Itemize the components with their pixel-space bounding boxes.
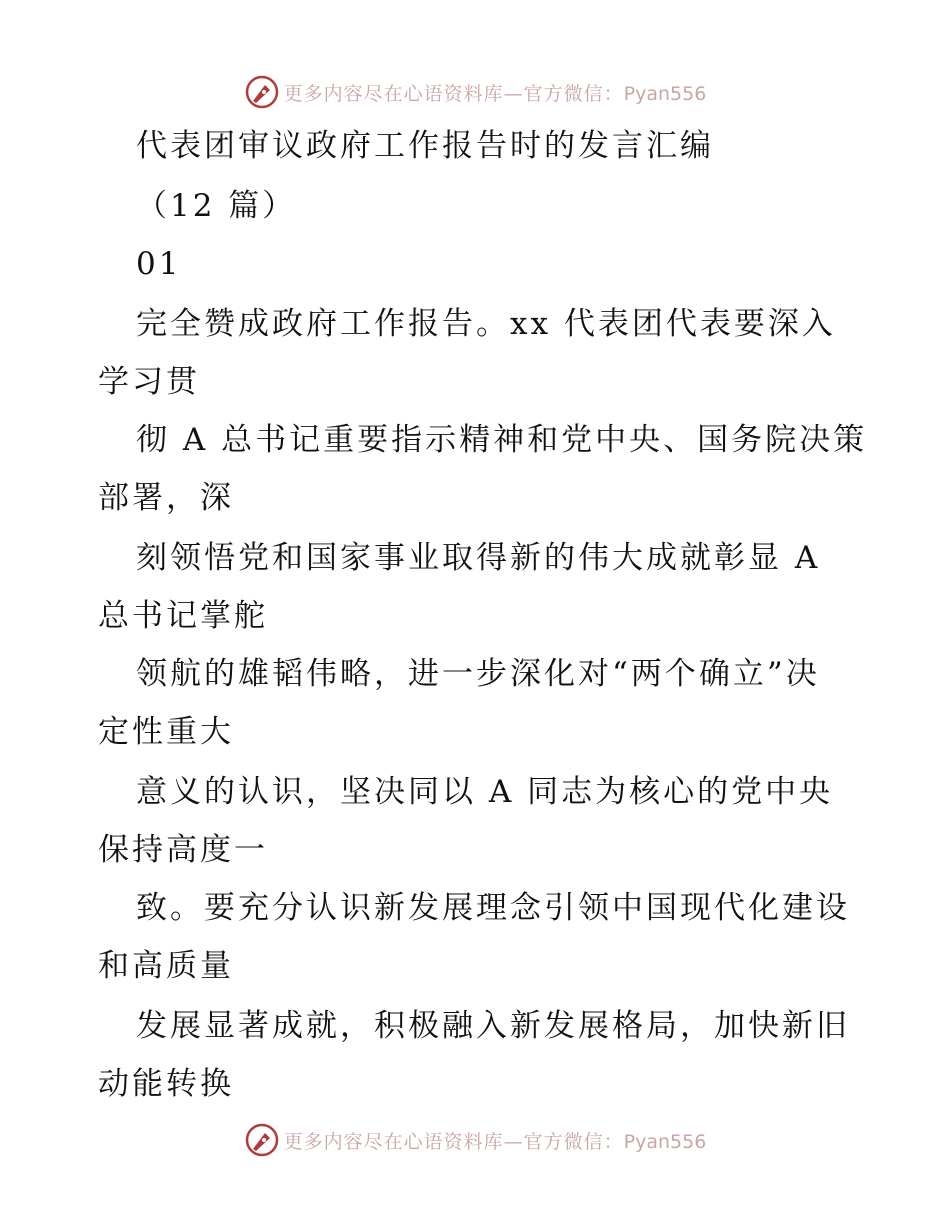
watermark-text: 更多内容尽在心语资料库—官方微信：Pyan556	[283, 82, 707, 105]
header-watermark	[0, 72, 950, 112]
paragraph-line: 保持高度一	[98, 832, 268, 868]
document-title-line-1: 代表团审议政府工作报告时的发言汇编	[136, 128, 714, 164]
paragraph-line: 部署，深	[98, 480, 234, 516]
watermark-wechat-id: Pyan556	[623, 1130, 707, 1153]
paragraph-line: 学习贯	[98, 364, 200, 400]
paragraph-line: 发展显著成就，积极融入新发展格局，加快新旧	[136, 1008, 850, 1044]
watermark-text: 更多内容尽在心语资料库—官方微信：Pyan556	[283, 1130, 707, 1153]
paragraph-line: 完全赞成政府工作报告。xx 代表团代表要深入	[136, 306, 836, 342]
paragraph-line: 刻领悟党和国家事业取得新的伟大成就彰显 A	[136, 540, 821, 576]
paragraph-line: 和高质量	[98, 948, 234, 984]
pen-nib-icon	[244, 1122, 280, 1158]
paragraph-line: 意义的认识，坚决同以 A 同志为核心的党中央	[136, 774, 834, 810]
paragraph-line: 领航的雄韬伟略，进一步深化对“两个确立”决	[136, 656, 820, 692]
paragraph-line: 总书记掌舵	[98, 598, 268, 634]
watermark-wechat-id: Pyan556	[623, 82, 707, 105]
document-title-line-2: （12 篇）	[136, 188, 297, 224]
footer-watermark	[0, 1120, 950, 1160]
pen-nib-icon	[244, 74, 280, 110]
paragraph-line: 致。要充分认识新发展理念引领中国现代化建设	[136, 890, 850, 926]
paragraph-line: 定性重大	[98, 714, 234, 750]
paragraph-line: 动能转换	[98, 1066, 234, 1102]
section-number: 01	[136, 246, 182, 282]
paragraph-line: 彻 A 总书记重要指示精神和党中央、国务院决策	[136, 422, 868, 458]
